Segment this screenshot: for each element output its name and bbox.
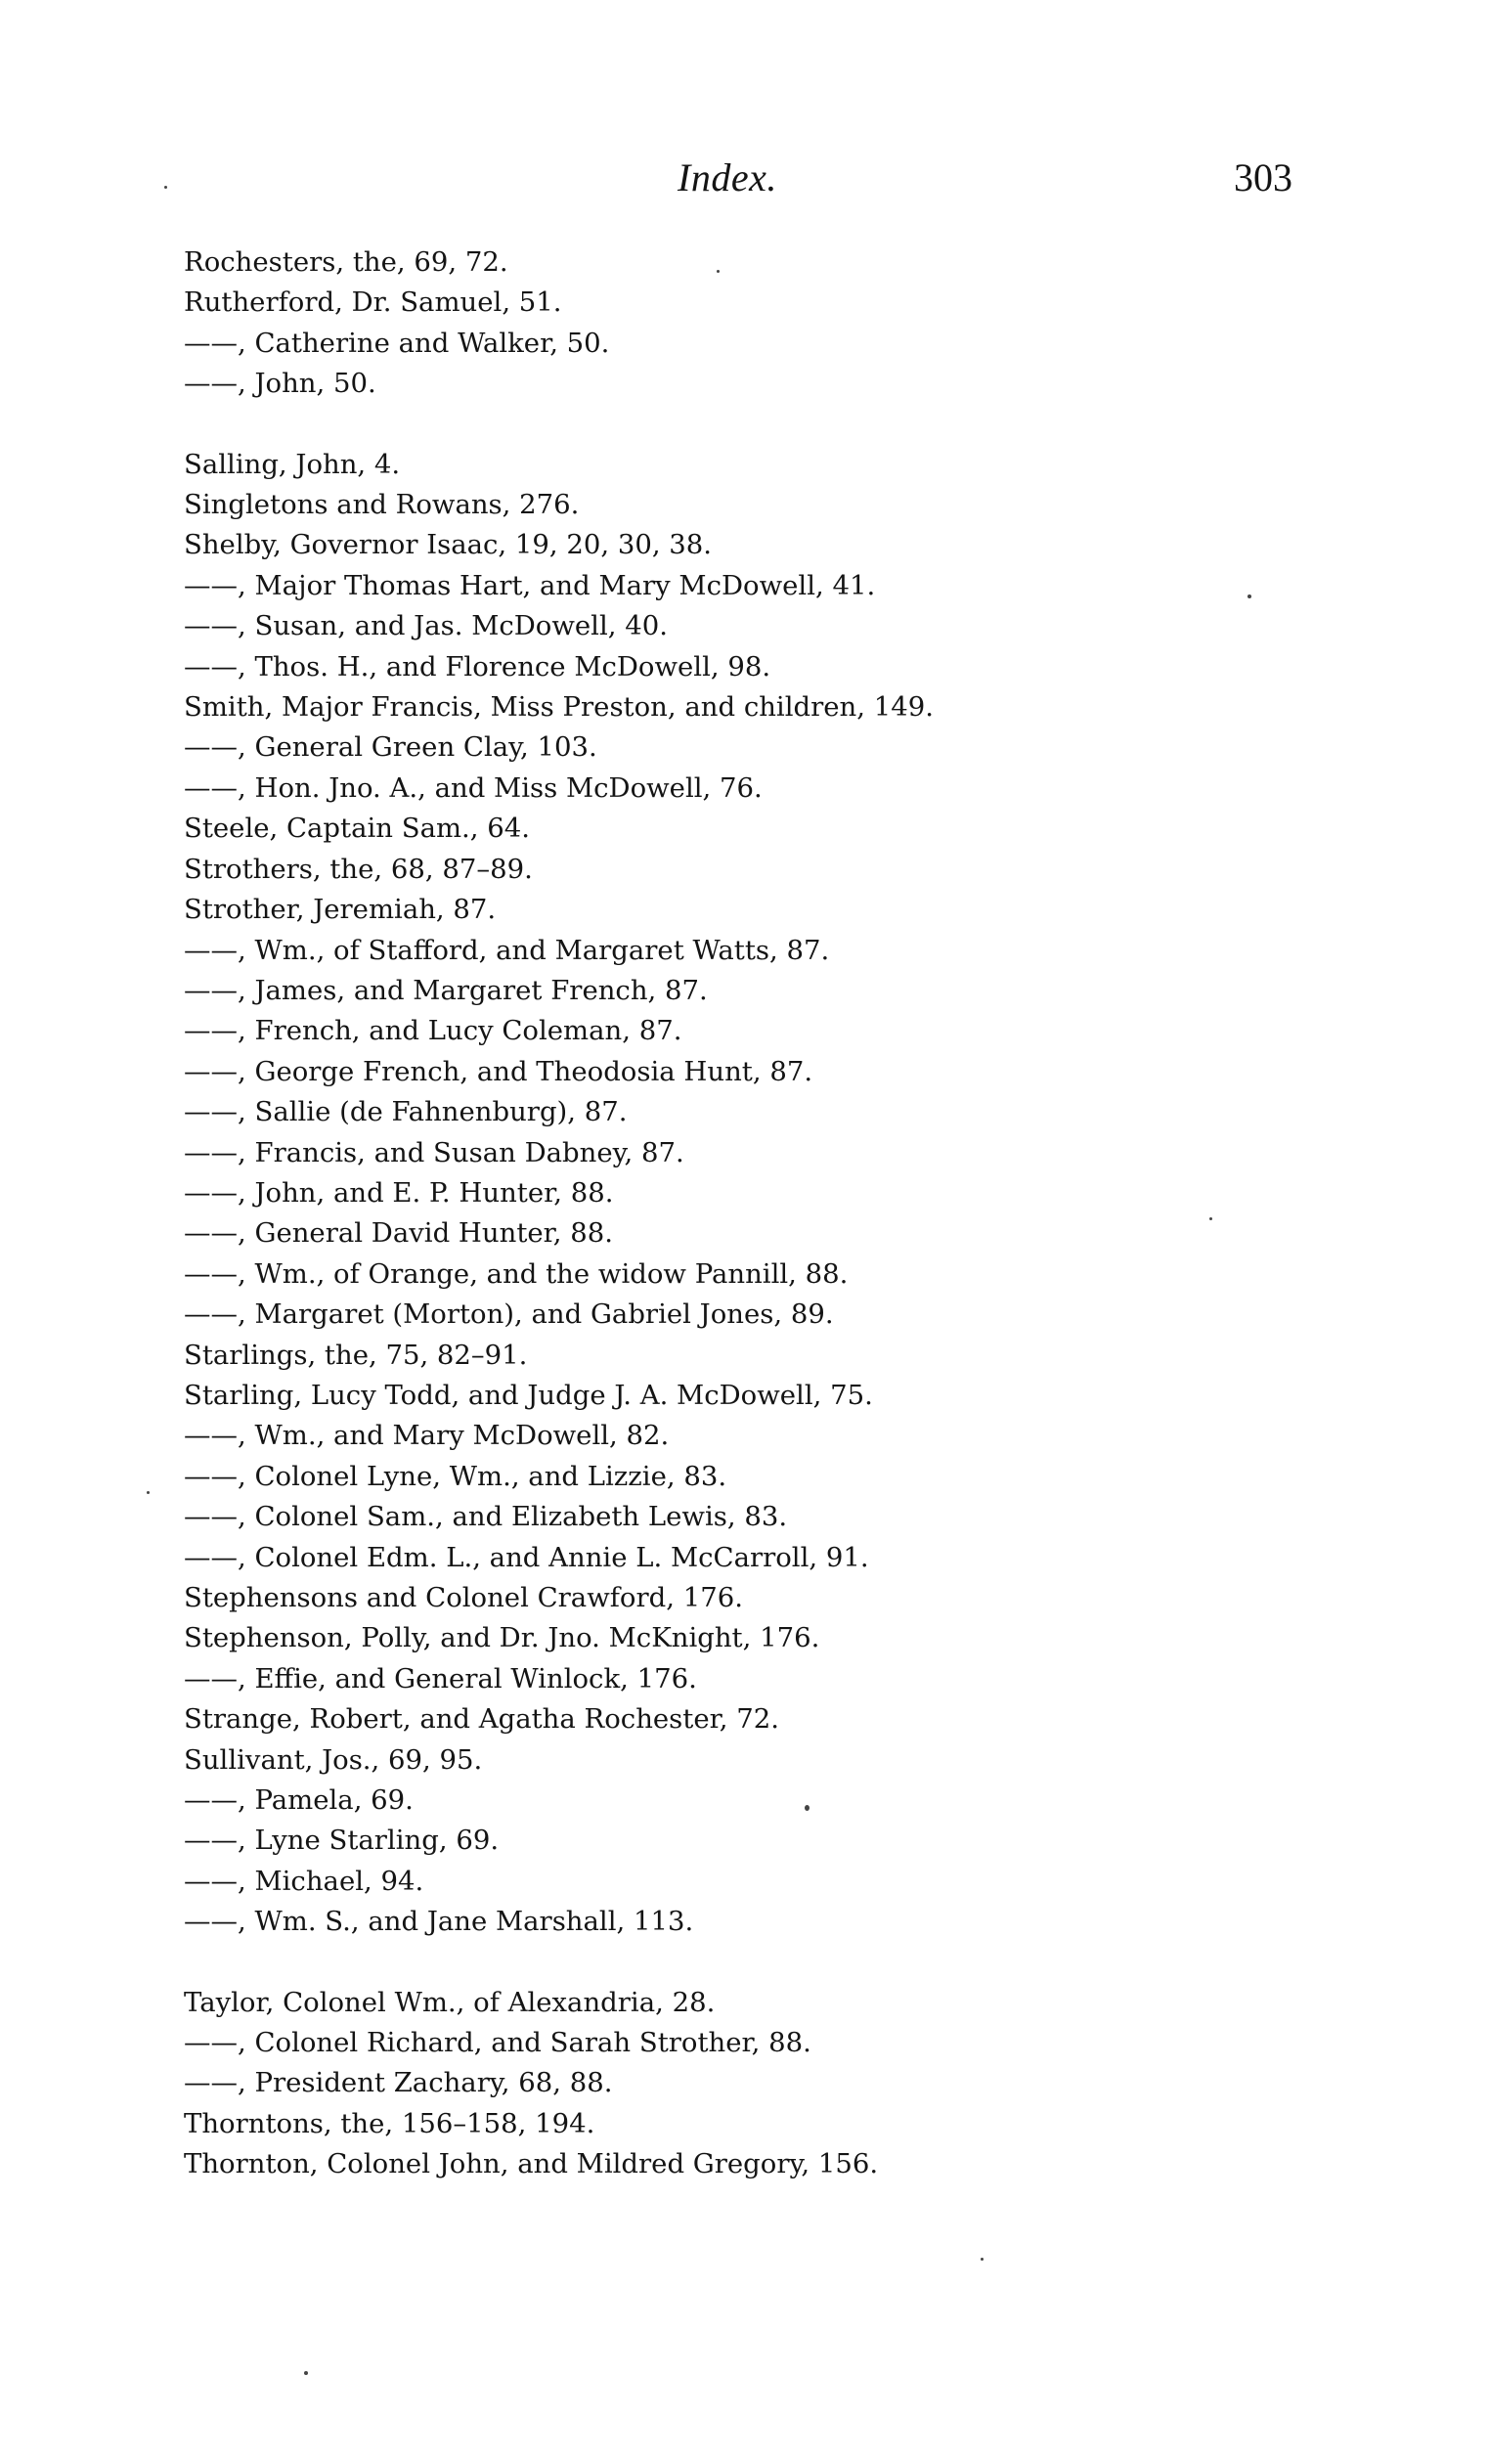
index-entry: ——, John, 50. bbox=[184, 368, 376, 400]
scan-speck bbox=[164, 186, 167, 189]
index-entry: ——, Wm., and Mary McDowell, 82. bbox=[184, 1420, 670, 1452]
index-entry: Shelby, Governor Isaac, 19, 20, 30, 38. bbox=[184, 529, 713, 561]
index-entry: ——, Susan, and Jas. McDowell, 40. bbox=[184, 610, 668, 642]
index-entry: ——, General Green Clay, 103. bbox=[184, 731, 597, 764]
index-entry: ——, President Zachary, 68, 88. bbox=[184, 2067, 613, 2099]
index-entry: ——, John, and E. P. Hunter, 88. bbox=[184, 1176, 614, 1209]
index-entry: ——, Lyne Starling, 69. bbox=[184, 1825, 500, 1857]
index-entry: ——, Catherine and Walker, 50. bbox=[184, 327, 610, 359]
scan-speck bbox=[304, 2371, 308, 2375]
index-section-t bbox=[184, 1983, 1308, 2185]
index-entry: ——, Sallie (de Fahnenburg), 87. bbox=[184, 1096, 628, 1128]
index-entry: Starling, Lucy Todd, and Judge J. A. McDowell, 75. bbox=[184, 1379, 873, 1411]
index-entry: ——, Thos. H., and Florence McDowell, 98. bbox=[184, 650, 771, 682]
index-entry: Smith, Major Francis, Miss Preston, and children, 149. bbox=[184, 691, 934, 724]
index-entry: Strothers, the, 68, 87–89. bbox=[184, 853, 533, 885]
index-entry: Thornton, Colonel John, and Mildred Gregory, 156. bbox=[184, 2148, 879, 2180]
index-section-r bbox=[184, 242, 1308, 405]
index-entry: ——, Wm., of Stafford, and Margaret Watts, 87. bbox=[184, 934, 830, 966]
scan-speck bbox=[1247, 594, 1251, 598]
index-entry: ——, Francis, and Susan Dabney, 87. bbox=[184, 1136, 684, 1168]
index-entry: ——, Colonel Richard, and Sarah Strother, 88. bbox=[184, 2027, 811, 2059]
scan-speck bbox=[717, 270, 720, 273]
index-entry: Strother, Jeremiah, 87. bbox=[184, 894, 497, 926]
index-entry: ——, Major Thomas Hart, and Mary McDowell, 41. bbox=[184, 569, 876, 601]
scan-speck bbox=[1209, 1217, 1212, 1220]
index-entry: ——, French, and Lucy Coleman, 87. bbox=[184, 1015, 682, 1047]
index-entry: Salling, John, 4. bbox=[184, 448, 401, 480]
index-section-s bbox=[184, 445, 1308, 1943]
index-entry: Rutherford, Dr. Samuel, 51. bbox=[184, 286, 562, 319]
index-entry: ——, Wm., of Orange, and the widow Pannill, 88. bbox=[184, 1257, 849, 1290]
index-entry: Thorntons, the, 156–158, 194. bbox=[184, 2107, 595, 2139]
running-head-title: Index. bbox=[678, 155, 777, 199]
page-number: 303 bbox=[1234, 155, 1292, 199]
index-entry: ——, Wm. S., and Jane Marshall, 113. bbox=[184, 1906, 694, 1938]
index-entry: Sullivant, Jos., 69, 95. bbox=[184, 1743, 483, 1776]
scan-speck bbox=[147, 1491, 150, 1494]
index-entry: ——, Colonel Sam., and Elizabeth Lewis, 83. bbox=[184, 1501, 788, 1533]
index-body bbox=[184, 242, 1308, 2185]
index-entry: ——, Colonel Edm. L., and Annie L. McCarroll, 91. bbox=[184, 1541, 869, 1573]
index-entry: Stephensons and Colonel Crawford, 176. bbox=[184, 1582, 743, 1613]
index-entry: ——, Michael, 94. bbox=[184, 1865, 424, 1897]
index-entry: ——, Effie, and General Winlock, 176. bbox=[184, 1662, 697, 1694]
index-entry: Taylor, Colonel Wm., of Alexandria, 28. bbox=[184, 1986, 716, 2018]
index-entry: ——, James, and Margaret French, 87. bbox=[184, 974, 708, 1006]
index-entry: Rochesters, the, 69, 72. bbox=[184, 246, 508, 278]
running-head bbox=[0, 147, 1488, 205]
index-entry: Stephenson, Polly, and Dr. Jno. McKnight, 176. bbox=[184, 1622, 820, 1654]
index-entry: Starlings, the, 75, 82–91. bbox=[184, 1339, 528, 1371]
scan-speck bbox=[805, 1805, 810, 1811]
scan-speck bbox=[981, 2258, 984, 2261]
index-entry: Steele, Captain Sam., 64. bbox=[184, 813, 530, 845]
index-entry: ——, Pamela, 69. bbox=[184, 1784, 414, 1817]
index-entry: Strange, Robert, and Agatha Rochester, 72. bbox=[184, 1703, 779, 1736]
index-entry: ——, Hon. Jno. A., and Miss McDowell, 76. bbox=[184, 771, 763, 804]
index-entry: Singletons and Rowans, 276. bbox=[184, 489, 580, 521]
index-entry: ——, George French, and Theodosia Hunt, 87. bbox=[184, 1055, 813, 1087]
index-entry: ——, Margaret (Morton), and Gabriel Jones, 89. bbox=[184, 1298, 834, 1331]
index-entry: ——, General David Hunter, 88. bbox=[184, 1217, 613, 1250]
index-entry: ——, Colonel Lyne, Wm., and Lizzie, 83. bbox=[184, 1460, 727, 1492]
